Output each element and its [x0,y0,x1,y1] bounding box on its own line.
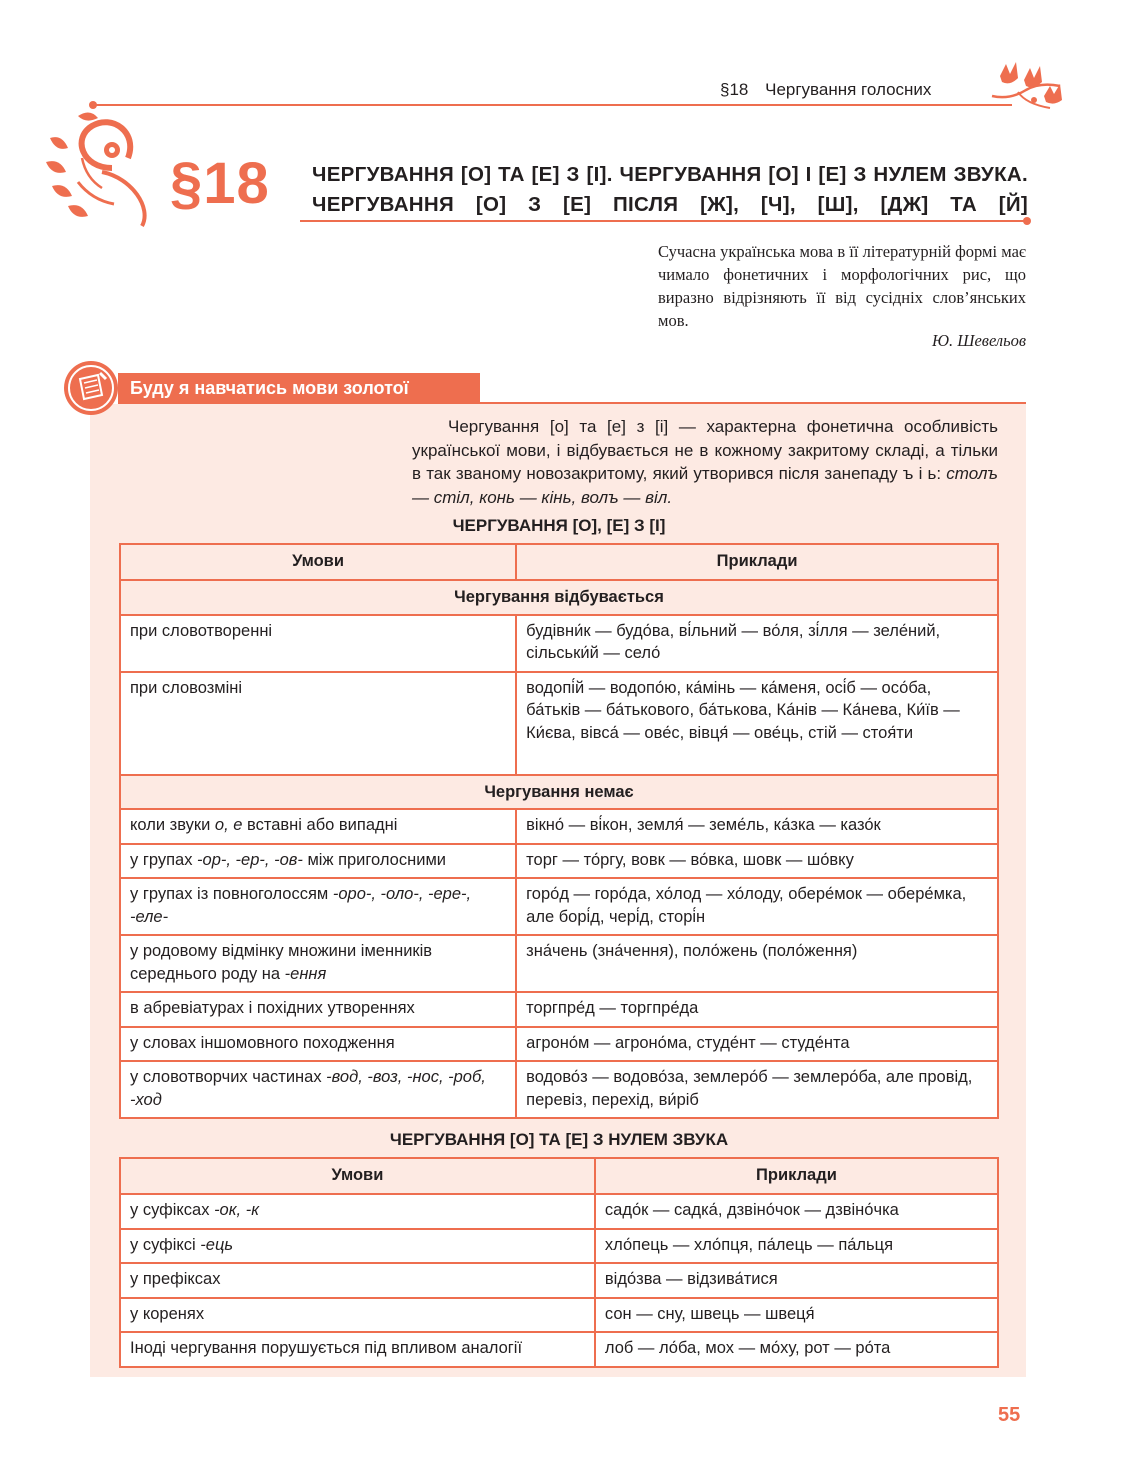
title-underline [300,220,1028,222]
table-row [120,1027,998,1062]
table1-title: ЧЕРГУВАННЯ [О], [Е] З [І] [452,516,666,535]
table1-cond-cell: у словотворчих частинах -вод, -воз, -нос, -роб, -ход [120,1061,516,1118]
table-row [120,1298,998,1333]
table2-example-cell: відо́зва — відзива́тися [595,1263,998,1298]
table2-cond-cell: у префіксах [120,1263,595,1298]
table2 [119,1157,999,1368]
table-row [120,935,998,992]
table1-example-cell: водопі́й — водопо́ю, ка́мінь — ка́меня, осі́б — осо́ба, ба́тьків — ба́тькового, ба́тькова, Ка́нів — Ка́нева, Ки́їв — Ки́єва, вівса́ — ове́с, вівця́ — ове́ць, стій — стоя́ти [516,672,998,775]
section-band-label: Буду я навчатись мови золотої [118,373,480,404]
table-row [120,672,998,775]
section-number: §18 [170,151,270,216]
table1-cond-cell: при словозміні [120,672,516,775]
epigraph-author: Ю. Шевельов [931,331,1026,350]
table2-header-conditions: Умови [120,1158,595,1194]
table1-example-cell: зна́чень (зна́чення), поло́жень (поло́ження) [516,935,998,992]
table2-example-cell: садо́к — садка́, дзвіно́чок — дзвіно́чка [595,1194,998,1229]
flower-ornament-icon [990,56,1066,116]
table-row [120,992,998,1027]
table1-cond-cell: у родовому відмінку множини іменників середнього роду на -ення [120,935,516,992]
table1-cond-cell: в абревіатурах і похідних утвореннях [120,992,516,1027]
table1-group-yes: Чергування відбувається [120,580,998,615]
table2-cond-cell: Іноді чергування порушується під впливом аналогії [120,1332,595,1367]
table1-example-cell: водово́з — водово́за, землеро́б — землеро́ба, але провід, перевіз, перехід, ви́ріб [516,1061,998,1118]
table-row [120,878,998,935]
intro-paragraph [412,415,998,509]
notebook-pen-icon [62,359,120,417]
table1-example-cell: торгпре́д — торгпре́да [516,992,998,1027]
section-title: ЧЕРГУВАННЯ [О] ТА [Е] З [І]. ЧЕРГУВАННЯ [О] І [Е] З НУЛЕМ ЗВУКА. ЧЕРГУВАННЯ [О] З [Е] ПІСЛЯ [Ж], [Ч], [Ш], [ДЖ] ТА [Й] [312,163,1028,216]
table-row [120,1229,998,1264]
table2-header-examples: Приклади [595,1158,998,1194]
table1-example-cell: вікно́ — ві́кон, земля́ — земе́ль, ка́зка — казо́к [516,809,998,844]
table-row [120,809,998,844]
table1-cond-cell: коли звуки о, е вставні або випадні [120,809,516,844]
table-row [120,844,998,879]
table1-example-cell: будівни́к — будо́ва, ві́льний — во́ля, зі́лля — зеле́ний, сільськи́й — село́ [516,615,998,672]
table1 [119,543,999,1119]
table-row [120,1332,998,1367]
table-row [120,1061,998,1118]
table1-cond-cell: у групах -ор-, -ер-, -ов- між приголосними [120,844,516,879]
table2-example-cell: сон — сну, швець — швеця́ [595,1298,998,1333]
table1-group-no: Чергування немає [120,775,998,810]
table2-cond-cell: у коренях [120,1298,595,1333]
table1-header-conditions: Умови [120,544,516,580]
table2-cond-cell: у суфіксі -ець [120,1229,595,1264]
table1-header-examples: Приклади [516,544,998,580]
table1-cond-cell: у словах іншомовного походження [120,1027,516,1062]
table2-cond-cell: у суфіксах -ок, -к [120,1194,595,1229]
table-row [120,1194,998,1229]
title-underline-dot [1023,217,1031,225]
table2-example-cell: лоб — ло́ба, мох — мо́ху, рот — ро́та [595,1332,998,1367]
intro-examples: столъ — стіл, конь — кінь, волъ — віл. [412,464,998,507]
intro-text: Чергування [о] та [е] з [і] — характерна фонетична особливість української мови, і відбувається не в кожному закритому складі, а тільки в так званому новозакритому, який утворився після занепаду ъ і ь: [412,417,998,483]
table-row [120,1263,998,1298]
header-rule [92,104,1012,106]
table1-example-cell: горо́д — горо́да, хо́лод — хо́лоду, обере́мок — обере́мка, але борі́д, чері́д, сторі́н [516,878,998,935]
running-header [720,80,931,100]
floral-curl-ornament-icon [42,108,162,232]
table1-cond-cell: при словотворенні [120,615,516,672]
running-header-title: Чергування голосних [765,80,932,99]
epigraph-text: Сучасна українська мова в її літературній формі має чимало фонетичних і морфологічних рис, що виразно відрізняють її від сусідніх слов’янських мов. [658,242,1026,330]
table1-cond-cell: у групах із повноголоссям -оро-, -оло-, -ере-, -еле- [120,878,516,935]
table2-example-cell: хло́пець — хло́пця, па́лець — па́льця [595,1229,998,1264]
table1-example-cell: торг — то́ргу, вовк — во́вка, шовк — шо́вку [516,844,998,879]
table2-title: ЧЕРГУВАННЯ [О] ТА [Е] З НУЛЕМ ЗВУКА [389,1130,729,1149]
table1-example-cell: агроно́м — агроно́ма, студе́нт — студе́нта [516,1027,998,1062]
table-row [120,615,998,672]
page-number: 55 [998,1404,1021,1426]
running-header-section: §18 [720,80,749,99]
